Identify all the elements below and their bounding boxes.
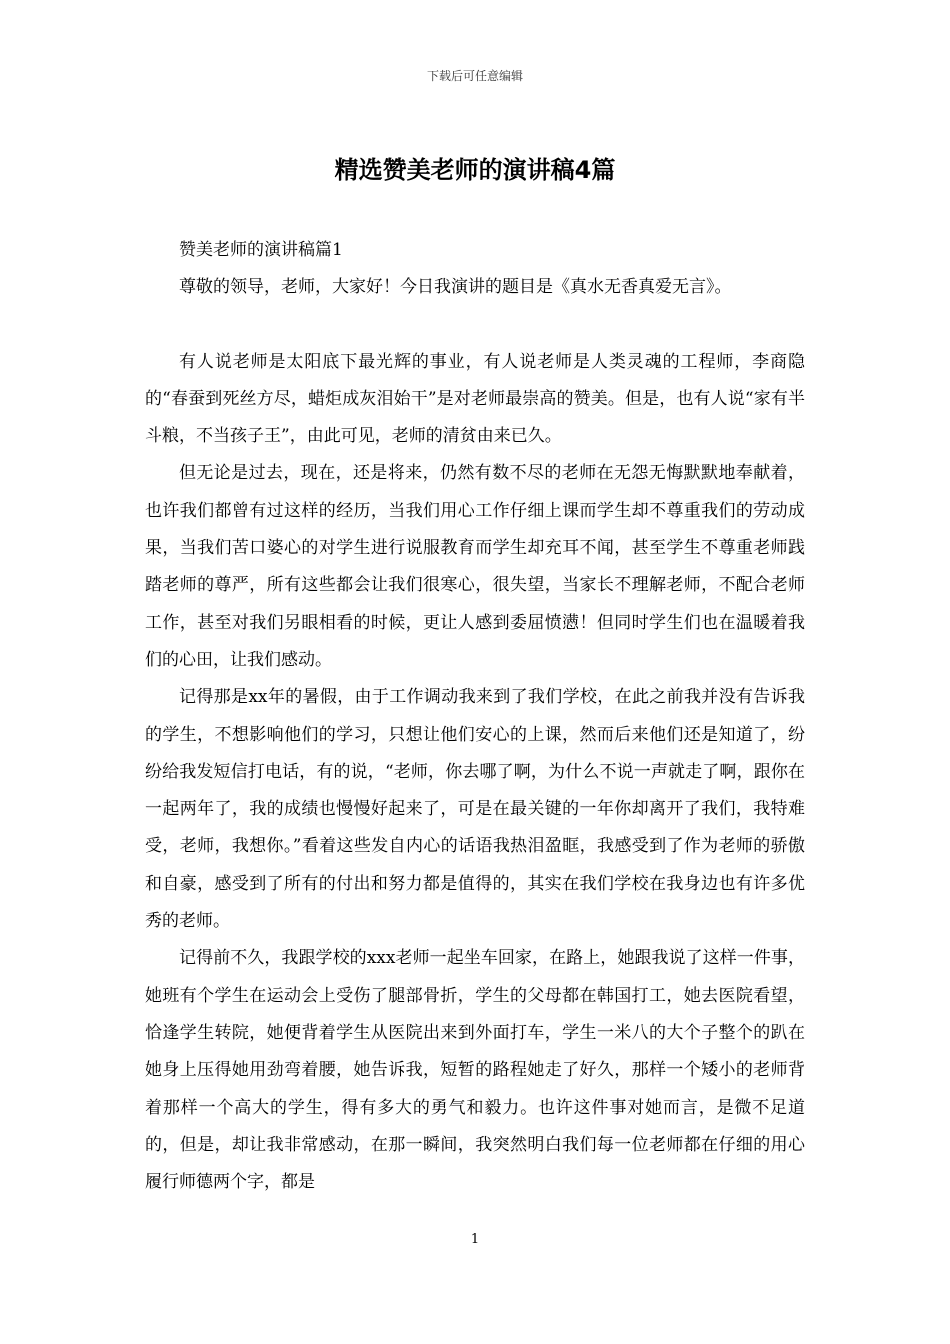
page-number: 1 bbox=[470, 1232, 480, 1247]
page-header-note: 下载后可任意编辑 bbox=[426, 69, 523, 83]
greeting-paragraph: 尊敬的领导，老师，大家好！今日我演讲的题目是《真水无香真爱无言》。 bbox=[179, 277, 732, 298]
body-paragraph: 有人说老师是太阳底下最光辉的事业，有人说老师是人类灵魂的工程师，李商隐的“春蚕到死丝方尽，蜡炬成灰泪始干”是对老师最崇高的赞美。但是，也有人说“家有半斗粮，不当孩子王”，由此可见，老师的清贫由来已久。 bbox=[145, 351, 805, 447]
body-paragraph: 记得前不久，我跟学校的xxx老师一起坐车回家，在路上，她跟我说了这样一件事，她班有个学生在运动会上受伤了腿部骨折，学生的父母都在韩国打工，她去医院看望，恰逢学生转院，她便背着学生从医院出来到外面打车，学生一米八的大个子整个的趴在她身上压得她用劲弯着腰，她告诉我，短暂的路程她走了好久，那样一个矮小的老师背着那样一个高大的学生，得有多大的勇气和毅力。也许这件事对她而言，是微不足道的，但是，却让我非常感动，在那一瞬间，我突然明白我们每一位老师都在仔细的用心履行师德两个字，都是 bbox=[145, 948, 805, 1193]
body-paragraph: 记得那是xx年的暑假，由于工作调动我来到了我们学校，在此之前我并没有告诉我的学生，不想影响他们的学习，只想让他们安心的上课，然而后来他们还是知道了，纷纷给我发短信打电话，有的说，“老师，你去哪了啊，为什么不说一声就走了啊，跟你在一起两年了，我的成绩也慢慢好起来了，可是在最关键的一年你却离开了我们，我特难受，老师，我想你。”看着这些发自内心的话语我热泪盈眶，我感受到了作为老师的骄傲和自豪，感受到了所有的付出和努力都是值得的，其实在我们学校在我身边也有许多优秀的老师。 bbox=[145, 687, 805, 932]
section-heading: 赞美老师的演讲稿篇1 bbox=[179, 240, 343, 260]
body-paragraph: 但无论是过去，现在，还是将来，仍然有数不尽的老师在无怨无悔默默地奉献着，也许我们都曾有过这样的经历，当我们用心工作仔细上课而学生却不尊重我们的劳动成果，当我们苦口婆心的对学生进行说服教育而学生却充耳不闻，甚至学生不尊重老师践踏老师的尊严，所有这些都会让我们很寒心，很失望，当家长不理解老师，不配合老师工作，甚至对我们另眼相看的时候，更让人感到委屈愤懑！但同时学生们也在温暖着我们的心田，让我们感动。 bbox=[145, 463, 805, 670]
document-body bbox=[145, 232, 805, 1201]
document-title: 精选赞美老师的演讲稿4篇 bbox=[334, 156, 616, 184]
